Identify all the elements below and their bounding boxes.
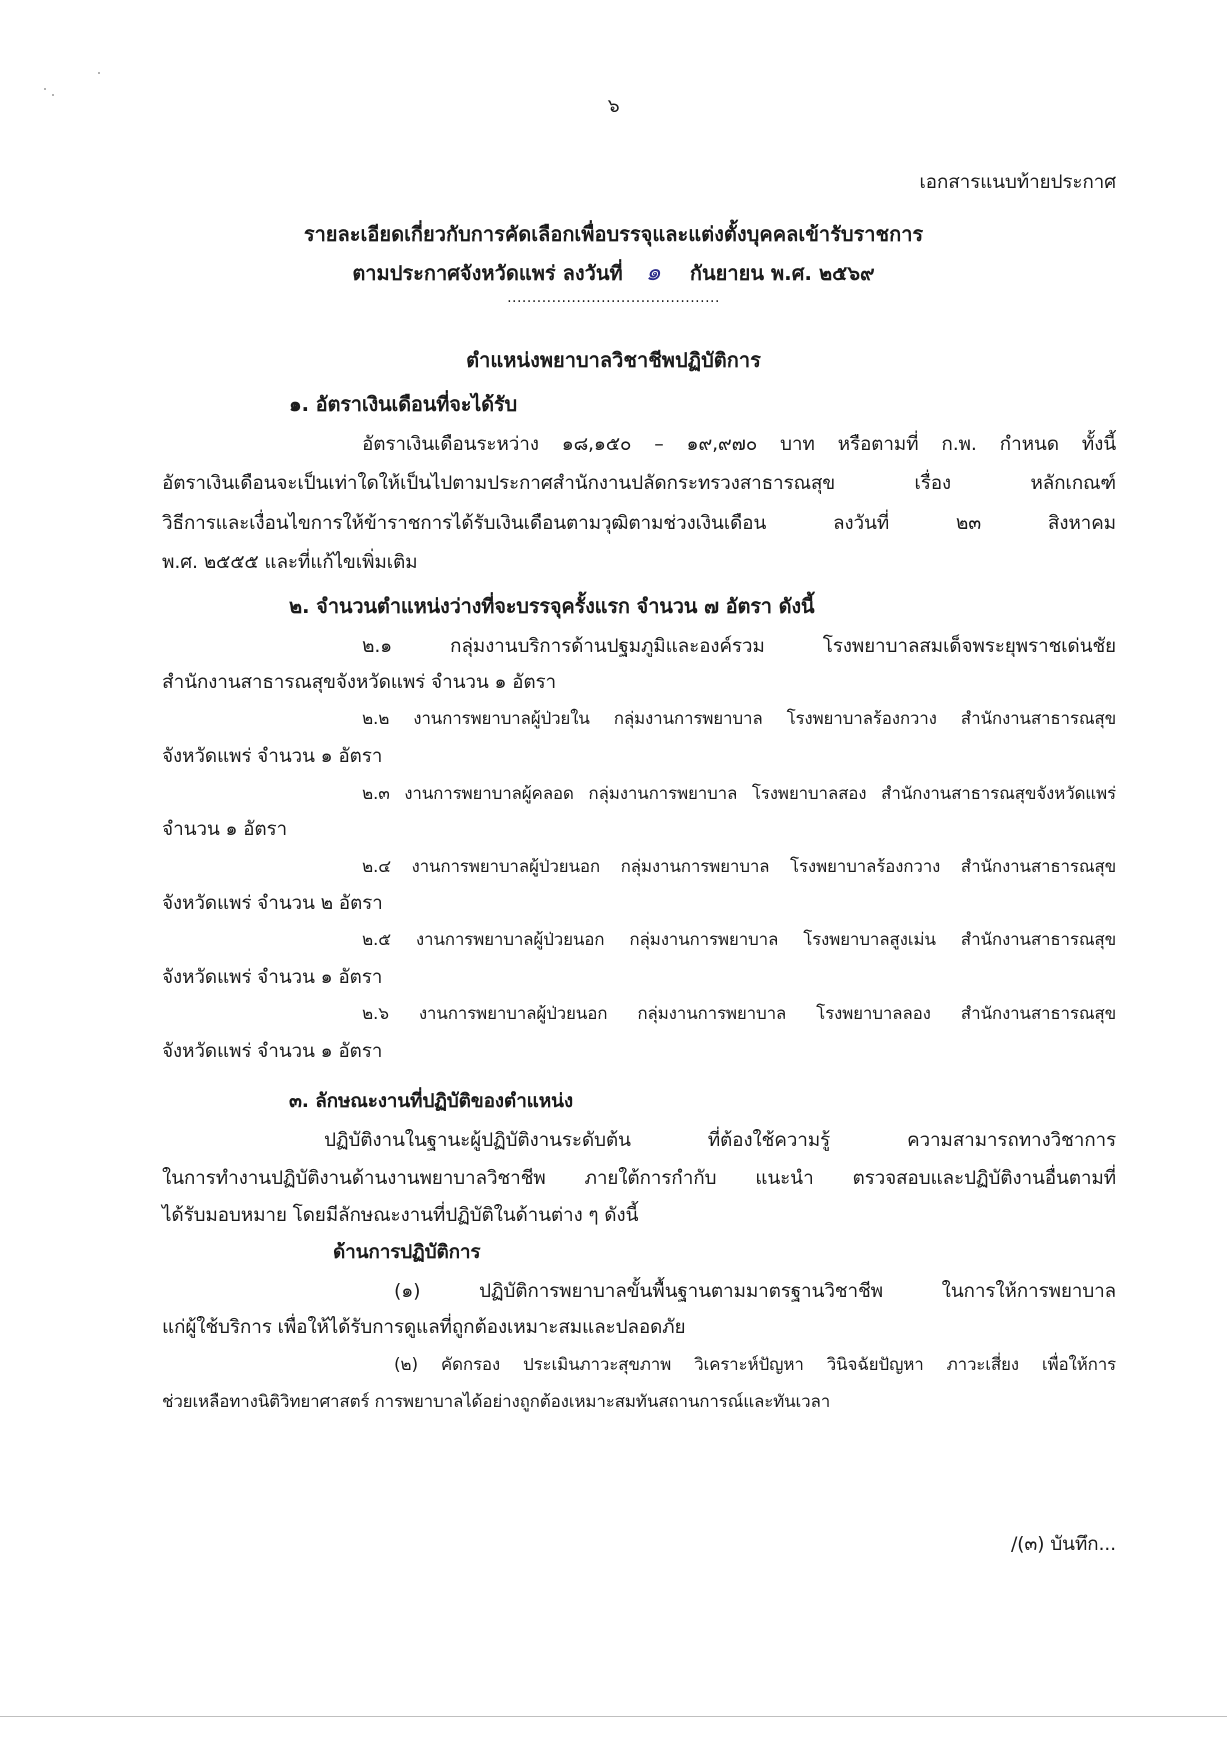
handwritten-day: ๑ (645, 258, 661, 286)
title-separator: ........................................... (507, 290, 720, 306)
scan-speck (98, 72, 100, 74)
continuation-marker: /(๓) บันทึก... (1010, 1533, 1116, 1555)
section2-heading: ๒. จำนวนตำแหน่งว่างที่จะบรรจุครั้งแรก จำนวน ๗ อัตรา ดังนี้ (289, 594, 815, 618)
section3-item2-second: ช่วยเหลือทางนิติวิทยาศาสตร์ การพยาบาลได้อย่างถูกต้องเหมาะสมทันสถานการณ์และทันเวลา (162, 1392, 831, 1412)
section1-line1: อัตราเงินเดือนระหว่าง ๑๘,๑๕๐ – ๑๙,๙๗๐ บาท หรือตามที่ ก.พ. กำหนด ทั้งนี้ (362, 433, 1116, 455)
section1-heading: ๑. อัตราเงินเดือนที่จะได้รับ (289, 392, 517, 416)
section2-item-second: จังหวัดแพร่ จำนวน ๑ อัตรา (162, 966, 383, 988)
section3-line2: ในการทำงานปฏิบัติงานด้านงานพยาบาลวิชาชีพ ภายใต้การกำกับ แนะนำ ตรวจสอบและปฏิบัติงานอื่นตามที่ (162, 1167, 1116, 1189)
title-month-year: กันยายน พ.ศ. ๒๕๖๙ (689, 261, 875, 285)
page-number: ๖ (607, 95, 620, 117)
section3-item1-second: แก่ผู้ใช้บริการ เพื่อให้ได้รับการดูแลที่ถูกต้องเหมาะสมและปลอดภัย (162, 1316, 686, 1338)
position-title: ตำแหน่งพยาบาลวิชาชีพปฏิบัติการ (466, 348, 761, 372)
page-bottom-edge (0, 1716, 1227, 1717)
section3-line3: ได้รับมอบหมาย โดยมีลักษณะงานที่ปฏิบัติในด้านต่าง ๆ ดังนี้ (162, 1204, 639, 1226)
section2-item-second: สำนักงานสาธารณสุขจังหวัดแพร่ จำนวน ๑ อัตรา (162, 671, 557, 693)
document-title-line1: รายละเอียดเกี่ยวกับการคัดเลือกเพื่อบรรจุและแต่งตั้งบุคคลเข้ารับราชการ (303, 222, 924, 246)
section3-item1-first: (๑) ปฏิบัติการพยาบาลขั้นพื้นฐานตามมาตรฐานวิชาชีพ ในการให้การพยาบาล (394, 1280, 1116, 1302)
document-title-line2 (0, 252, 1227, 291)
section3-line1: ปฏิบัติงานในฐานะผู้ปฏิบัติงานระดับต้น ที่ต้องใช้ความรู้ ความสามารถทางวิชาการ (324, 1129, 1116, 1151)
section1-line4: พ.ศ. ๒๕๕๕ และที่แก้ไขเพิ่มเติม (162, 551, 418, 573)
section2-item-second: จำนวน ๑ อัตรา (162, 818, 288, 840)
section2-item-first: ๒.๑ กลุ่มงานบริการด้านปฐมภูมิและองค์รวม โรงพยาบาลสมเด็จพระยุพราชเด่นชัย (362, 635, 1116, 657)
scan-speck (44, 88, 46, 90)
section3-heading: ๓. ลักษณะงานที่ปฏิบัติของตำแหน่ง (289, 1090, 573, 1112)
attachment-label: เอกสารแนบท้ายประกาศ (919, 171, 1116, 193)
section2-item-first: ๒.๖ งานการพยาบาลผู้ป่วยนอก กลุ่มงานการพยาบาล โรงพยาบาลลอง สำนักงานสาธารณสุข (362, 1004, 1116, 1024)
section2-item-first: ๒.๔ งานการพยาบาลผู้ป่วยนอก กลุ่มงานการพยาบาล โรงพยาบาลร้องกวาง สำนักงานสาธารณสุข (362, 857, 1116, 877)
section2-item-first: ๒.๒ งานการพยาบาลผู้ป่วยใน กลุ่มงานการพยาบาล โรงพยาบาลร้องกวาง สำนักงานสาธารณสุข (362, 709, 1116, 729)
section1-line2: อัตราเงินเดือนจะเป็นเท่าใดให้เป็นไปตามประกาศสำนักงานปลัดกระทรวงสาธารณสุข เรื่อง หลักเกณฑ์ (162, 472, 1116, 494)
section3-item2-first: (๒) คัดกรอง ประเมินภาวะสุขภาพ วิเคราะห์ปัญหา วินิจฉัยปัญหา ภาวะเสี่ยง เพื่อให้การ (394, 1355, 1116, 1375)
title-prefix: ตามประกาศจังหวัดแพร่ ลงวันที่ (352, 261, 623, 285)
section2-item-second: จังหวัดแพร่ จำนวน ๒ อัตรา (162, 892, 383, 914)
section2-item-first: ๒.๕ งานการพยาบาลผู้ป่วยนอก กลุ่มงานการพยาบาล โรงพยาบาลสูงเม่น สำนักงานสาธารณสุข (362, 930, 1116, 950)
section3-subheading: ด้านการปฏิบัติการ (333, 1241, 481, 1263)
section2-item-first: ๒.๓ งานการพยาบาลผู้คลอด กลุ่มงานการพยาบาล โรงพยาบาลสอง สำนักงานสาธารณสุขจังหวัดแพร่ (362, 784, 1116, 804)
section2-item-second: จังหวัดแพร่ จำนวน ๑ อัตรา (162, 745, 383, 767)
section2-item-second: จังหวัดแพร่ จำนวน ๑ อัตรา (162, 1040, 383, 1062)
section1-line3: วิธีการและเงื่อนไขการให้ข้าราชการได้รับเงินเดือนตามวุฒิตามช่วงเงินเดือน ลงวันที่ ๒๓ สิงหาคม (162, 512, 1116, 534)
